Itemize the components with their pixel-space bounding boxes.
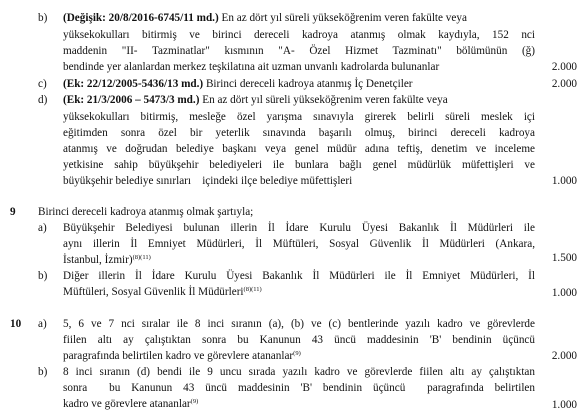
item-b-line-4: bendinde yer alanlardan merkez teşkilatına ait uzman unvanlı kadrolarda bulunanlar — [63, 61, 440, 73]
item-b-label: b) — [38, 12, 48, 24]
item-b-line-2: yüksekokulları bitirmiş ve birinci dereceli kadroya atanmış olmak kaydıyla, 152 nci — [63, 29, 535, 41]
item-b-line-3: maddenin "II- Tazminatlar" kısmının "A- Özel Hizmet Tazminatı" bölümünün (ğ) — [63, 45, 535, 57]
item-d-line-6: büyükşehir belediye sınırları içindeki ilçe belediye müfettişleri — [63, 175, 353, 187]
item-b-amount: 2.000 — [551, 61, 577, 73]
section-9-a-label: a) — [38, 222, 47, 234]
section-10-b-label: b) — [38, 366, 48, 378]
section-10-a-line-3: paragrafında belirtilen kadro ve görevlere atananlar$^{(9)}$ — [63, 350, 301, 362]
section-9-b-label: b) — [38, 270, 48, 282]
section-9-intro: Birinci dereceli kadroya atanmış olmak şartıyla; — [38, 206, 254, 218]
footnote-ref: (9) — [190, 398, 199, 405]
section-9-b-line-1: Diğer illerin İl İdare Kurulu Üyesi Bakanlık İl Müdürleri ile İl Emniyet Müdürleri, İl — [63, 270, 535, 282]
section-9-a-line-3: İstanbul, İzmir)$^{(8)(11)}$ — [63, 254, 151, 266]
section-9-b-line-2: Müftüleri, Sosyal Güvenlik İl Müdürleri$^{(8)(11)}$ — [63, 286, 262, 298]
section-10-b-line-1: 8 inci sıranın (d) bendi ile 9 uncu sırada yazılı kadro ve görevlerde fiilen altı ay çalıştıktan — [63, 366, 535, 378]
footnote-ref: (8)(11) — [243, 286, 262, 293]
section-10-number: 10 — [10, 318, 22, 330]
section-10-a-line-2: fiilen altı ay çalıştıktan sonra bu Kanunun 43 üncü maddesinin 'B' bendinin üçüncü — [63, 334, 535, 346]
section-10-a-amount: 2.000 — [551, 350, 577, 362]
item-c-line: (Ek: 22/12/2005-5436/13 md.) Birinci dereceli kadroya atanmış İç Denetçiler — [63, 78, 413, 90]
section-9-b-amount: 1.000 — [551, 287, 577, 299]
item-d-line-2: yüksekokulları bitirmiş, mesleğe özel yarışma sınavıyla girerek belirli süreli meslek içi — [63, 111, 535, 123]
section-10-b-line-2: sonra bu Kanunun 43 üncü maddesinin 'B' bendinin üçüncü paragrafında belirtilen — [63, 382, 535, 394]
item-d-line-3: eğitimden sonra özel bir yeterlik sınavında başarılı olmuş, birinci dereceli kadroya — [63, 127, 535, 139]
item-d-amount: 1.000 — [551, 175, 577, 187]
item-c-amount: 2.000 — [551, 78, 577, 90]
item-d-line-5: yetkisine sahip büyükşehir belediyeleri ile bunlara bağlı genel müdürlük müfettişleri ve — [63, 159, 535, 171]
amendment-note: (Değişik: 20/8/2016-6745/11 md.) — [63, 12, 219, 24]
item-d-line-1: (Ek: 21/3/2006 – 5473/3 md.) En az dört yıl süreli yükseköğrenim veren fakülte veya — [63, 94, 448, 106]
section-9-a-line-2: aynı illerin İl Emniyet Müdürleri, İl Müftüleri, Sosyal Güvenlik İl Müdürleri (Ankara, — [63, 238, 535, 250]
section-10-a-label: a) — [38, 318, 47, 330]
section-9-a-amount: 1.500 — [551, 252, 577, 264]
item-c-label: c) — [38, 78, 47, 90]
item-b-line-1: (Değişik: 20/8/2016-6745/11 md.) En az dört yıl süreli yükseköğrenim veren fakülte veya — [63, 12, 467, 24]
item-d-label: d) — [38, 94, 48, 106]
section-10-a-line-1: 5, 6 ve 7 nci sıralar ile 8 inci sıranın (a), (b) ve (c) bentlerinde yazılı kadro ve görevlerde — [63, 318, 535, 330]
amendment-note: (Ek: 22/12/2005-5436/13 md.) — [63, 78, 204, 90]
section-10-b-line-3: kadro ve görevlere atananlar$^{(9)}$ — [63, 398, 199, 410]
section-9-a-line-1: Büyükşehir Belediyesi bulunan illerin İl İdare Kurulu Üyesi Bakanlık İl Müdürleri ile — [63, 222, 535, 234]
section-9-number: 9 — [10, 206, 16, 218]
amendment-note: (Ek: 21/3/2006 – 5473/3 md.) — [63, 94, 200, 106]
section-10-b-amount: 1.000 — [551, 399, 577, 411]
item-d-line-4: atanmış ve doğrudan belediye başkanı veya genel müdür adına teftiş, denetim ve inceleme — [63, 143, 535, 155]
footnote-ref: (8)(11) — [132, 254, 151, 261]
footnote-ref: (9) — [293, 350, 301, 357]
